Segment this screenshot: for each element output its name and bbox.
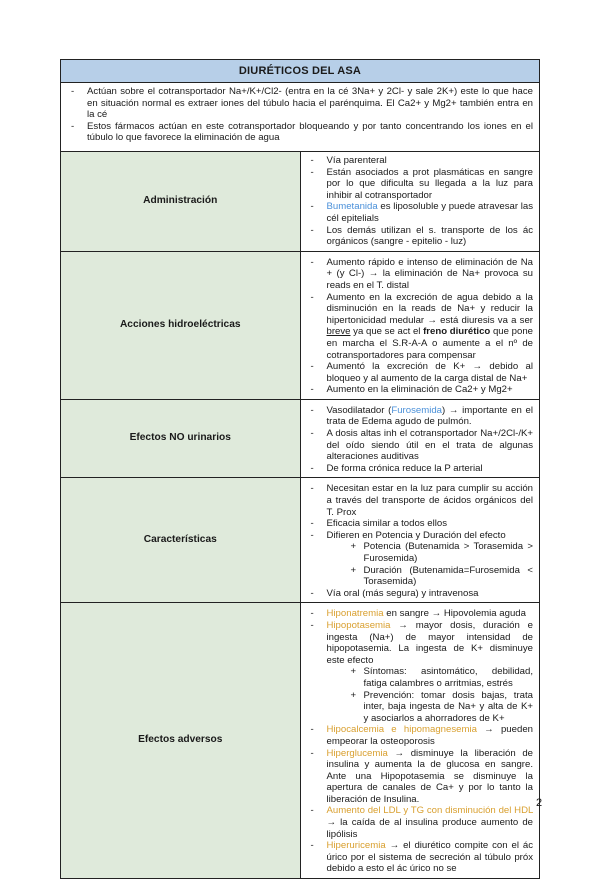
section-label-caracteristicas: Características: [61, 478, 301, 603]
list-item: - Están asociados a prot plasmáticas en sangre por lo que dificulta su llegada a la luz para inhibir al cotransportador: [307, 167, 534, 202]
highlight-term: Hipocalcemia e hipomagnesemia: [326, 724, 477, 736]
list-item: [307, 748, 534, 806]
sub-item: + Síntomas: asintomático, debilidad, fatiga calambres o arritmias, estrés: [349, 666, 534, 689]
list-item: - Aumento rápido e intenso de eliminación de Na + (y Cl-) → la eliminación de Na+ provoca su reads en el T. distal: [307, 257, 534, 292]
item-text: → el diurético compite con el ác úrico por el sistema de secreción al túbulo próx debido a esto el ác úrico no se: [326, 840, 533, 875]
highlight-term: Furosemida: [391, 404, 442, 416]
section-body-efectos-no: [300, 399, 540, 478]
highlight-term: Aumento del LDL y TG con disminución del HDL: [326, 805, 533, 817]
list-item: [307, 724, 534, 747]
section-label-acciones: Acciones hidroeléctricas: [61, 251, 301, 399]
item-text: Difieren en Potencia y Duración del efecto: [326, 529, 506, 541]
list-item: [307, 292, 534, 362]
list-item: - Eficacia similar a todos ellos: [307, 518, 534, 530]
list-item: [307, 405, 534, 428]
underlined-term: breve: [326, 326, 351, 338]
section-label-administracion: Administración: [61, 152, 301, 252]
list-item: - A dosis altas inh el cotransportador Na+/2Cl-/K+ del oído siendo útil en el trata de algunas alteraciones auditivas: [307, 428, 534, 463]
item-text: → pueden empeorar la osteoporosis: [326, 724, 533, 747]
section-body-adversos: [300, 603, 543, 879]
list-item: - De forma crónica reduce la P arterial: [307, 463, 534, 475]
highlight-term: Hiperglucemia: [326, 747, 388, 759]
section-body-acciones: [300, 251, 540, 399]
item-text: en sangre → Hipovolemia aguda: [383, 608, 526, 620]
intro-item: - Estos fármacos actúan en este cotransportador bloqueando y por tanto concentrando los iones en el túbulo lo que favorece la eliminación de agua: [67, 121, 533, 144]
list-item: [307, 201, 534, 224]
sub-item: + Prevención: tomar dosis bajas, trata inter, baja ingesta de Na+ y alta de K+ y asociarlos a ahorradores de K+: [349, 690, 534, 725]
item-text: que pone en marcha el S.R-A-A o aumente a el nº de cotransportadores para compensar: [326, 326, 534, 361]
section-label-efectos-no: Efectos NO urinarios: [61, 399, 301, 478]
list-item: - Aumento en la eliminación de Ca2+ y Mg2+: [307, 384, 534, 396]
highlight-term: Hipopotasemia: [326, 619, 391, 631]
highlight-term: Hiperuricemia: [326, 840, 386, 852]
page-number: 2: [536, 797, 543, 809]
list-item: - Vía parenteral: [307, 155, 534, 167]
intro-cell: [61, 83, 540, 152]
section-body-administracion: [300, 152, 540, 252]
highlight-term: Hiponatremia: [326, 608, 384, 620]
list-item: [307, 805, 534, 840]
list-item: [307, 620, 534, 724]
section-body-caracteristicas: [300, 478, 540, 603]
intro-item: - Actúan sobre el cotransportador Na+/K+/Cl2- (entra en la cé 3Na+ y 2Cl- y sale 2K+) este lo que hace en situación normal es extraer iones del túbulo hacia el parénquima. El Ca2+ y Mg2+ también entra en la cé: [67, 86, 533, 121]
diureticos-table: [60, 59, 543, 879]
section-label-adversos: Efectos adversos: [61, 603, 301, 879]
list-item: [307, 530, 534, 588]
item-text: → mayor dosis, duración e ingesta (Na+) de mayor intensidad de hipopotasemia. La ingesta de K+ disminuye este efecto: [326, 619, 533, 666]
bold-term: freno diurético: [423, 326, 491, 338]
item-text: → la caída de al insulina produce aumento de lipólisis: [326, 817, 533, 840]
list-item: - Necesitan estar en la luz para cumplir su acción a través del transporte de ácidos orgánicos del T. Prox: [307, 483, 534, 518]
item-text: es liposoluble y puede atravesar las cél epitelials: [326, 201, 533, 224]
sub-item: + Potencia (Butenamida > Torasemida > Furosemida): [349, 541, 534, 564]
document-page: [60, 59, 543, 879]
table-title: DIURÉTICOS DEL ASA: [61, 60, 540, 83]
list-item: - Vía oral (más segura) y intravenosa: [307, 588, 534, 600]
sub-item: + Duración (Butenamida=Furosemida < Torasemida): [349, 565, 534, 588]
list-item: [307, 840, 534, 875]
item-text: Vasodilatador (: [326, 404, 392, 416]
list-item: - Aumentó la excreción de K+ → debido al bloqueo y al aumento de la carga distal de Na+: [307, 361, 534, 384]
highlight-term: Bumetanida: [326, 201, 378, 213]
item-text: Aumento en la excreción de agua debido a la disminución en la reads de Na+ y reducir la hipertonicidad medular → está diuresis va a ser: [326, 291, 533, 326]
item-text: → disminuye la liberación de insulina y aumenta la de glucosa en sangre. Ante una Hipopotasemia se disminuye la apertura de canales de Ca+ y por lo tanto la liberación de Insulina.: [326, 747, 533, 805]
list-item: - Los demás utilizan el s. transporte de los ác orgánicos (sangre - epitelio - luz): [307, 225, 534, 248]
list-item: [307, 608, 534, 620]
item-text: ya que se act el: [350, 326, 424, 338]
item-text: ) → importante en el trata de Edema agudo de pulmón.: [326, 404, 533, 428]
